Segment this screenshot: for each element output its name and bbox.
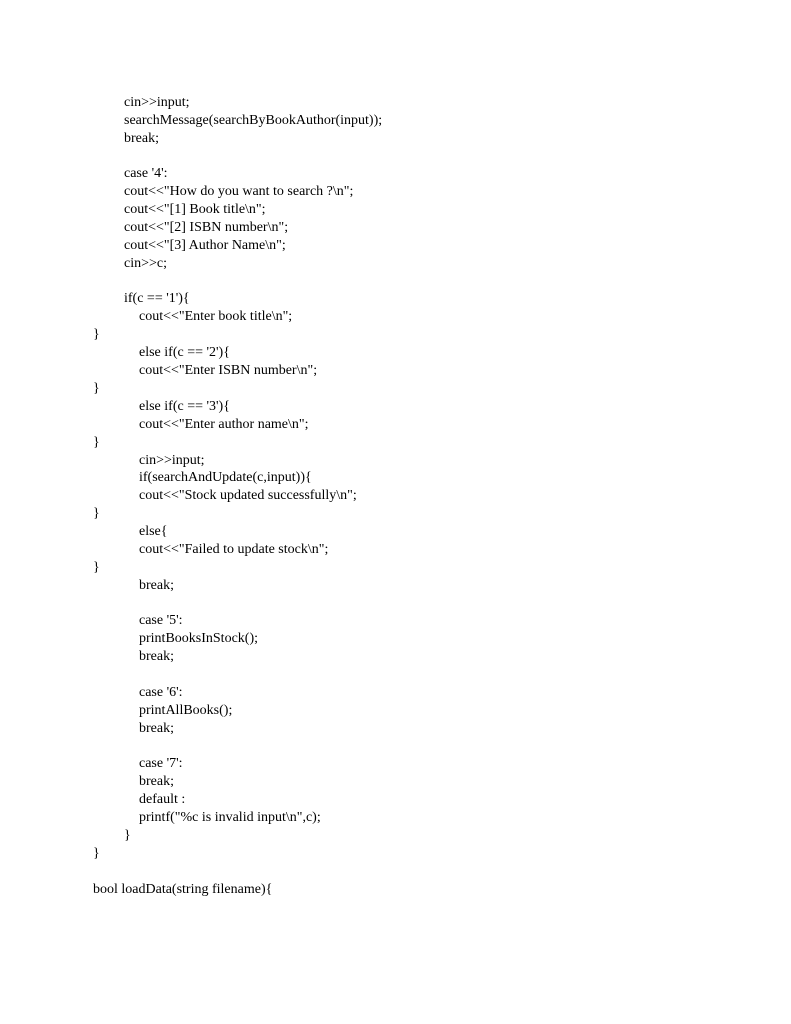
code-line: } — [93, 560, 100, 575]
code-line: cin>>input; — [124, 95, 190, 110]
code-line: cin>>input; — [139, 453, 205, 468]
code-line: else if(c == '2'){ — [139, 345, 230, 360]
code-line: cout<<"Enter author name\n"; — [139, 417, 309, 432]
code-line: printAllBooks(); — [139, 703, 233, 718]
code-line: } — [124, 828, 131, 843]
code-line: } — [93, 846, 100, 861]
code-line: } — [93, 435, 100, 450]
code-line: default : — [139, 792, 186, 807]
code-line: } — [93, 381, 100, 396]
code-line: else{ — [139, 524, 168, 539]
code-line: case '4': — [124, 166, 168, 181]
code-line: searchMessage(searchByBookAuthor(input)); — [124, 113, 383, 128]
code-line: break; — [139, 649, 174, 664]
code-line: printBooksInStock(); — [139, 631, 258, 646]
code-line: case '5': — [139, 613, 183, 628]
code-line: cout<<"[2] ISBN number\n"; — [124, 220, 289, 235]
code-line: } — [93, 327, 100, 342]
code-line: cout<<"Failed to update stock\n"; — [139, 542, 329, 557]
code-line: if(searchAndUpdate(c,input)){ — [139, 470, 312, 485]
code-line: break; — [139, 774, 174, 789]
code-line: } — [93, 506, 100, 521]
code-line: cout<<"Stock updated successfully\n"; — [139, 488, 357, 503]
code-line: cout<<"Enter ISBN number\n"; — [139, 363, 318, 378]
code-line: break; — [139, 721, 174, 736]
code-line: case '6': — [139, 685, 183, 700]
code-line: break; — [124, 131, 159, 146]
code-line: if(c == '1'){ — [124, 291, 190, 306]
code-line: printf("%c is invalid input\n",c); — [139, 810, 321, 825]
code-line: else if(c == '3'){ — [139, 399, 230, 414]
code-line: break; — [139, 578, 174, 593]
code-line: cout<<"[3] Author Name\n"; — [124, 238, 286, 253]
code-line: case '7': — [139, 756, 183, 771]
code-line: bool loadData(string filename){ — [93, 882, 273, 897]
code-line: cout<<"[1] Book title\n"; — [124, 202, 266, 217]
code-line: cout<<"How do you want to search ?\n"; — [124, 184, 354, 199]
code-line: cout<<"Enter book title\n"; — [139, 309, 293, 324]
code-line: cin>>c; — [124, 256, 167, 271]
